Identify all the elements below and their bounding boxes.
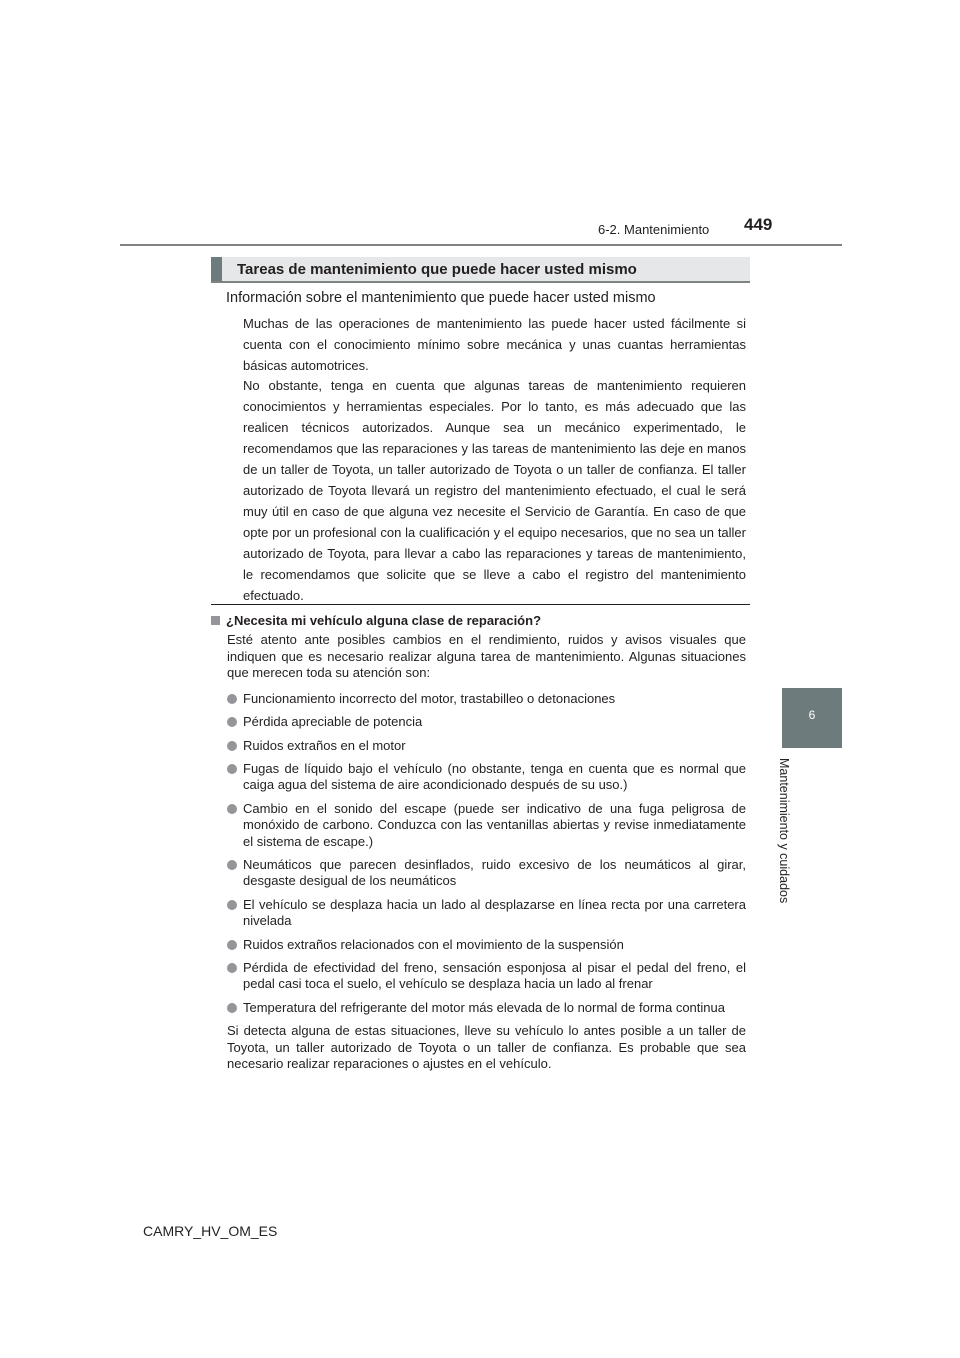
list-item-text: Pérdida apreciable de potencia xyxy=(243,714,423,730)
section-title: Tareas de mantenimiento que puede hacer usted mismo xyxy=(237,261,637,278)
sub-heading-text: ¿Necesita mi vehículo alguna clase de reparación? xyxy=(226,613,542,628)
bullet-dot-icon xyxy=(227,694,237,704)
list-item-text: Cambio en el sonido del escape (puede ser indicativo de una fuga peligrosa de monóxido de carbono. Conduzca con las ventanillas abiertas y revise inmediatamente el sistema de escape.) xyxy=(243,800,746,849)
list-item-text: El vehículo se desplaza hacia un lado al desplazarse en línea recta por una carretera nivelada xyxy=(243,896,746,929)
list-item xyxy=(227,937,746,954)
list-item xyxy=(227,857,746,890)
chapter-tab xyxy=(782,688,842,748)
list-item-text: Neumáticos que parecen desinflados, ruido excesivo de los neumáticos al girar, desgaste desigual de los neumáticos xyxy=(243,856,746,889)
list-item-text: Temperatura del refrigerante del motor más elevada de lo normal de forma continua xyxy=(243,999,725,1015)
list-item-text: Fugas de líquido bajo el vehículo (no obstante, tenga en cuenta que es normal que caiga agua del sistema de aire acondicionado después de su uso.) xyxy=(243,760,746,793)
footer-document-code: CAMRY_HV_OM_ES xyxy=(143,1223,278,1239)
sub-heading xyxy=(211,613,541,628)
sub-intro-text: Esté atento ante posibles cambios en el rendimiento, ruidos y avisos visuales que indiquen que es necesario realizar alguna tarea de mantenimiento. Algunas situaciones que merecen toda su atención son: xyxy=(227,632,746,680)
list-item xyxy=(227,1000,746,1017)
symptom-list xyxy=(227,691,746,1023)
bullet-dot-icon xyxy=(227,717,237,727)
list-item-text: Ruidos extraños en el motor xyxy=(243,737,406,753)
section-marker xyxy=(211,257,222,281)
intro-paragraph: Muchas de las operaciones de mantenimiento las puede hacer usted fácilmente si cuenta con el conocimiento mínimo sobre mecánica y unas cuantas herramientas básicas automotrices. xyxy=(243,316,746,373)
bullet-dot-icon xyxy=(227,804,237,814)
bullet-dot-icon xyxy=(227,900,237,910)
header-divider xyxy=(120,244,842,246)
list-item-text: Funcionamiento incorrecto del motor, trastabilleo o detonaciones xyxy=(243,691,616,706)
bullet-dot-icon xyxy=(227,764,237,774)
list-item-text: Ruidos extraños relacionados con el movimiento de la suspensión xyxy=(243,936,624,952)
bullet-dot-icon xyxy=(227,940,237,950)
list-item-text: Pérdida de efectividad del freno, sensación esponjosa al pisar el pedal del freno, el pedal casi toca el suelo, el vehículo se desplaza hacia un lado al frenar xyxy=(243,959,746,992)
list-item xyxy=(227,960,746,993)
section-divider xyxy=(211,604,750,605)
bullet-dot-icon xyxy=(227,963,237,973)
list-item xyxy=(227,691,746,708)
intro-paragraph: No obstante, tenga en cuenta que algunas tareas de mantenimiento requieren conocimientos y herramientas especiales. Por lo tanto, es más adecuado que las realicen técnicos autorizados. Aunque sea un mecánico experimentado, le recomendamos que las reparaciones y las tareas de mantenimiento las deje en manos de un taller de Toyota, un taller autorizado de Toyota o un taller de confianza. El taller autorizado de Toyota llevará un registro del mantenimiento efectuado, el cual le será muy útil en caso de que alguna vez necesite el Servicio de Garantía. En caso de que opte por un profesional con la cualificación y el equipo necesarios, que no sea un taller autorizado de Toyota, para llevar a cabo las reparaciones y tareas de mantenimiento, le recomendamos que solicite que se lleve a cabo el registro del mantenimiento efectuado. xyxy=(243,378,746,603)
list-item xyxy=(227,761,746,794)
bullet-dot-icon xyxy=(227,741,237,751)
square-bullet-icon xyxy=(211,616,220,625)
list-item xyxy=(227,714,746,731)
list-item xyxy=(227,738,746,755)
list-item xyxy=(227,897,746,930)
bullet-dot-icon xyxy=(227,1003,237,1013)
intro-heading: Información sobre el mantenimiento que puede hacer usted mismo xyxy=(226,290,656,306)
chapter-tab-label: Mantenimiento y cuidados xyxy=(777,758,791,904)
closing-text: Si detecta alguna de estas situaciones, lleve su vehículo lo antes posible a un taller de Toyota, un taller autorizado de Toyota o un taller de confianza. Es probable que sea necesario realizar reparaciones o ajustes en el vehículo. xyxy=(227,1023,746,1071)
bullet-dot-icon xyxy=(227,860,237,870)
section-title-bar xyxy=(211,257,750,283)
list-item xyxy=(227,801,746,851)
header-section-title: 6-2. Mantenimiento xyxy=(598,222,710,237)
page-number: 449 xyxy=(744,215,773,234)
chapter-tab-number: 6 xyxy=(808,708,816,722)
